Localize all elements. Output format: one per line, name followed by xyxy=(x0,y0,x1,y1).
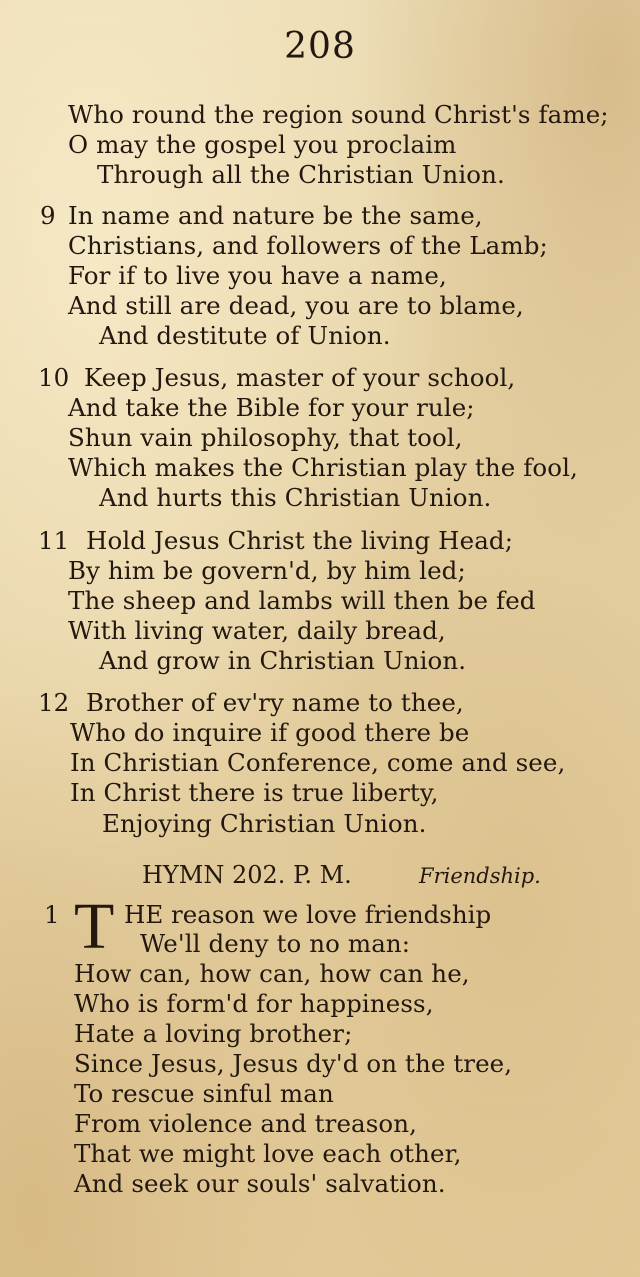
verse-line: Shun vain philosophy, that tool, xyxy=(68,423,463,452)
verse-line: From violence and treason, xyxy=(74,1109,418,1138)
verse-line: Who is form'd for happiness, xyxy=(74,989,434,1018)
verse-line: Who do inquire if good there be xyxy=(70,718,470,747)
verse-line: And destitute of Union. xyxy=(99,321,391,350)
verse-line: For if to live you have a name, xyxy=(68,261,447,290)
verse-line: And take the Bible for your rule; xyxy=(68,393,475,422)
verse-line: Christians, and followers of the Lamb; xyxy=(68,231,548,260)
verse-line: Brother of ev'ry name to thee, xyxy=(86,688,464,717)
verse-line: The sheep and lambs will then be fed xyxy=(68,586,536,615)
verse-line: Since Jesus, Jesus dy'd on the tree, xyxy=(74,1049,513,1078)
verse-line: And grow in Christian Union. xyxy=(99,646,467,675)
verse-line: Hate a loving brother; xyxy=(74,1019,353,1048)
verse-number: 11 xyxy=(38,526,70,555)
verse-line: Which makes the Christian play the fool, xyxy=(68,453,578,482)
verse-line: With living water, daily bread, xyxy=(68,616,446,645)
verse-line: Who round the region sound Christ's fame; xyxy=(68,100,609,129)
verse-line: Enjoying Christian Union. xyxy=(102,809,427,838)
verse-line: And seek our souls' salvation. xyxy=(74,1169,446,1198)
verse-line: How can, how can, how can he, xyxy=(74,959,470,988)
page-number: 208 xyxy=(284,26,356,67)
verse-line: We'll deny to no man: xyxy=(140,929,411,958)
verse-line: Through all the Christian Union. xyxy=(97,160,505,189)
verse-line: Keep Jesus, master of your school, xyxy=(84,363,516,392)
verse-line: By him be govern'd, by him led; xyxy=(68,556,466,585)
verse-line: To rescue sinful man xyxy=(74,1079,334,1108)
verse-line: And hurts this Christian Union. xyxy=(99,483,492,512)
verse-number: 12 xyxy=(38,688,70,717)
hymn-tune: Friendship. xyxy=(419,864,541,888)
verse-line: O may the gospel you proclaim xyxy=(68,130,457,159)
hymn-title: HYMN 202. P. M. xyxy=(142,861,352,889)
verse-line: In Christ there is true liberty, xyxy=(70,778,439,807)
verse-line: In name and nature be the same, xyxy=(68,201,483,230)
verse-number: 10 xyxy=(38,363,70,392)
verse-line: And still are dead, you are to blame, xyxy=(68,291,524,320)
verse-line: HE reason we love friendship xyxy=(124,900,492,929)
verse-line: That we might love each other, xyxy=(74,1139,462,1168)
verse-line: In Christian Conference, come and see, xyxy=(70,748,566,777)
verse-number: 9 xyxy=(40,201,56,230)
drop-cap: T xyxy=(74,890,115,963)
verse-number: 1 xyxy=(44,900,60,929)
verse-line: Hold Jesus Christ the living Head; xyxy=(86,526,514,555)
